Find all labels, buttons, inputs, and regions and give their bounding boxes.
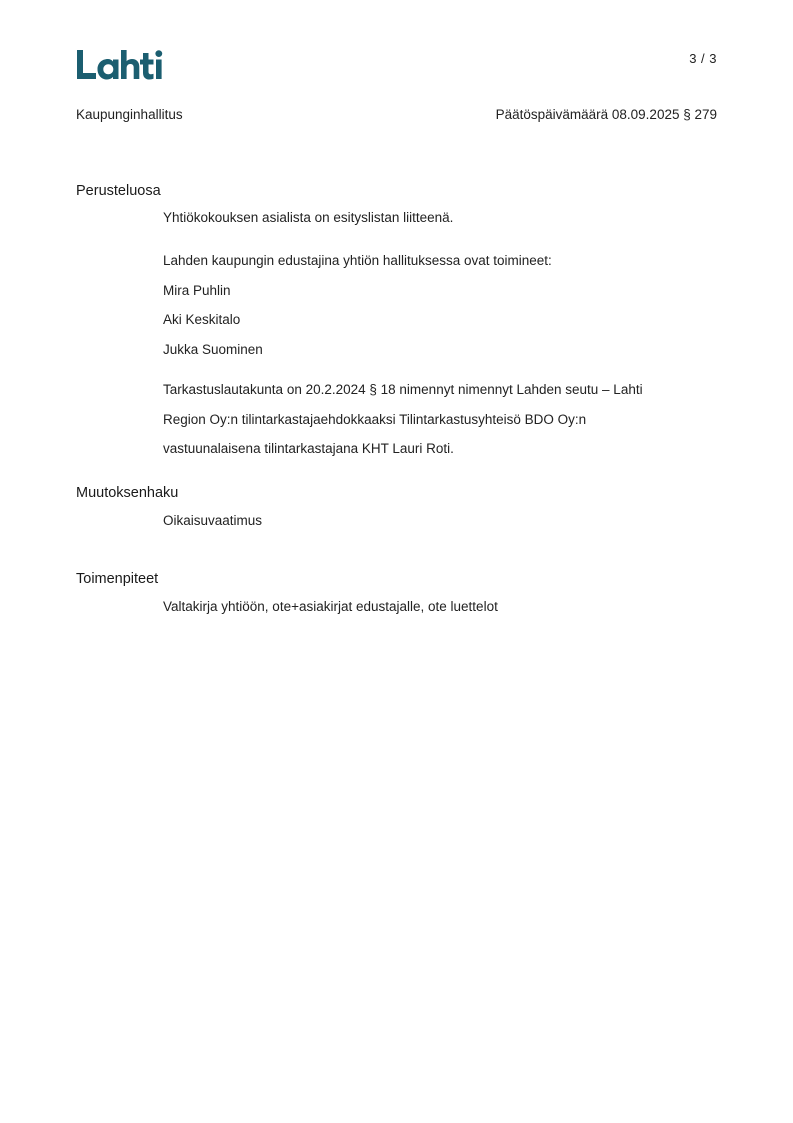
- representatives-block: [163, 246, 723, 364]
- section-title-muutoksenhaku: Muutoksenhaku: [76, 485, 179, 501]
- page-number: 3 / 3: [689, 51, 717, 66]
- section-title-toimenpiteet: Toimenpiteet: [76, 571, 159, 587]
- section-title-perusteluosa: Perusteluosa: [76, 183, 161, 199]
- auditor-line: vastuunalaisena tilintarkastajana KHT Lauri Roti.: [163, 441, 454, 456]
- representative-name: Jukka Suominen: [163, 341, 263, 357]
- representative-name: Mira Puhlin: [163, 282, 231, 298]
- lahti-logo: [75, 48, 167, 82]
- toimenpiteet-text: Valtakirja yhtiöön, ote+asiakirjat edustajalle, ote luettelot: [163, 599, 498, 614]
- muutoksenhaku-text: Oikaisuvaatimus: [163, 513, 263, 528]
- toimenpiteet-text-block: [163, 592, 723, 622]
- auditor-line: Region Oy:n tilintarkastajaehdokkaaksi Tilintarkastusyhteisö BDO Oy:n: [163, 411, 587, 427]
- muutoksenhaku-text-block: [163, 506, 723, 536]
- decision-date: Päätöspäivämäärä 08.09.2025 § 279: [495, 107, 717, 122]
- auditor-line: Tarkastuslautakunta on 20.2.2024 § 18 nimennyt nimennyt Lahden seutu – Lahti: [163, 382, 643, 397]
- representatives-intro: Lahden kaupungin edustajina yhtiön hallituksessa ovat toimineet:: [163, 253, 552, 268]
- attachment-note-text: Yhtiökokouksen asialista on esityslistan liitteenä.: [163, 210, 454, 225]
- representative-name: Aki Keskitalo: [163, 312, 241, 327]
- lahti-logo-wordmark: [75, 48, 167, 82]
- department-name: Kaupunginhallitus: [76, 107, 183, 122]
- perusteluosa-attachment-note: [163, 203, 723, 233]
- auditor-paragraph: [163, 375, 723, 464]
